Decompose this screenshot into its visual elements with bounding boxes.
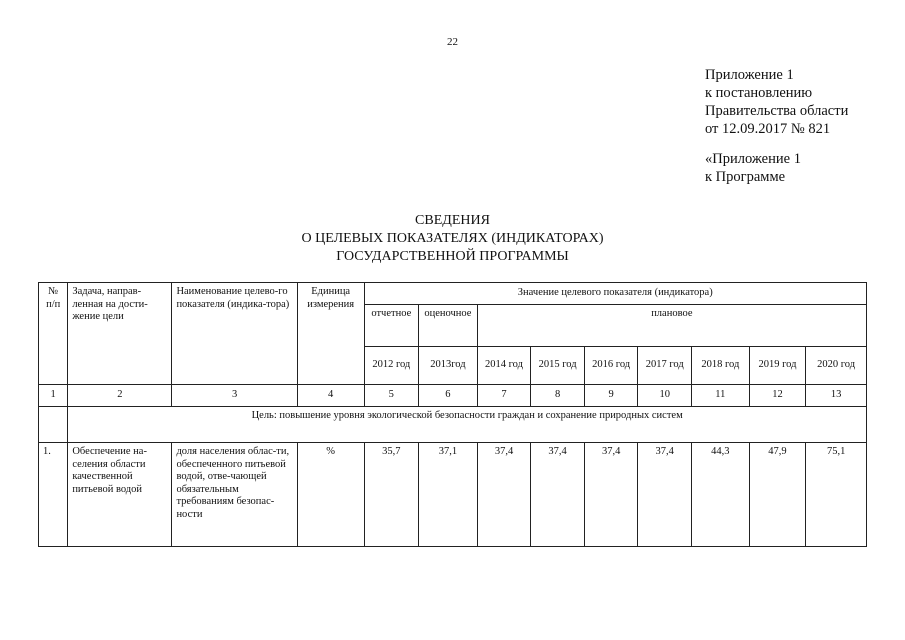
appendix-line: Приложение 1: [705, 67, 794, 83]
title-line: О ЦЕЛЕВЫХ ПОКАЗАТЕЛЯХ (ИНДИКАТОРАХ): [301, 231, 604, 246]
table-row: [39, 443, 867, 547]
column-number: 3: [172, 385, 297, 407]
row-value: 44,3: [692, 443, 750, 547]
header-estimated: оценочное: [419, 305, 478, 347]
row-value: 75,1: [806, 443, 867, 547]
indicators-table: [38, 282, 867, 547]
row-value: 35,7: [364, 443, 419, 547]
column-number: 8: [531, 385, 585, 407]
goal-spacer: [39, 407, 68, 443]
row-value: 37,1: [419, 443, 478, 547]
header-num: № п/п: [39, 283, 68, 385]
row-unit: %: [297, 443, 364, 547]
column-number: 12: [749, 385, 806, 407]
row-value: 37,4: [584, 443, 638, 547]
program-appendix-reference: [705, 150, 801, 186]
appendix-reference: [705, 66, 848, 138]
appendix-line: к постановлению: [705, 85, 813, 101]
column-number: 11: [692, 385, 750, 407]
row-task: Обеспечение на-селения области качественной питьевой водой: [68, 443, 172, 547]
program-appendix-line: к Программе: [705, 169, 786, 185]
row-num: 1.: [39, 443, 68, 547]
column-number: 13: [806, 385, 867, 407]
header-unit: Единица измерения: [297, 283, 364, 385]
appendix-line: Правительства области: [705, 103, 849, 119]
header-year: 2016 год: [584, 347, 638, 385]
header-planned: плановое: [477, 305, 866, 347]
row-value: 47,9: [749, 443, 806, 547]
header-year: 2012 год: [364, 347, 419, 385]
header-reported: отчетное: [364, 305, 419, 347]
row-value: 37,4: [477, 443, 531, 547]
goal-statement: Цель: повышение уровня экологической безопасности граждан и сохранение природных систем: [68, 407, 867, 443]
header-year: 2017 год: [638, 347, 692, 385]
page-number: 22: [447, 36, 458, 48]
appendix-line: от 12.09.2017 № 821: [705, 121, 831, 137]
column-number: 1: [39, 385, 68, 407]
column-number: 6: [419, 385, 478, 407]
row-indicator: доля населения облас-ти, обеспеченного питьевой водой, отве-чающей обязательным требованиям безопас-ности: [172, 443, 297, 547]
document-title: [0, 212, 905, 266]
column-number: 5: [364, 385, 419, 407]
column-number: 4: [297, 385, 364, 407]
column-number: 7: [477, 385, 531, 407]
header-year: 2015 год: [531, 347, 585, 385]
title-line: СВЕДЕНИЯ: [415, 213, 490, 228]
header-task: Задача, направ-ленная на дости-жение цели: [68, 283, 172, 385]
title-line: ГОСУДАРСТВЕННОЙ ПРОГРАММЫ: [336, 249, 569, 264]
header-year: 2018 год: [692, 347, 750, 385]
header-year: 2020 год: [806, 347, 867, 385]
column-number: 9: [584, 385, 638, 407]
header-value-group: Значение целевого показателя (индикатора): [364, 283, 866, 305]
header-year: 2013год: [419, 347, 478, 385]
header-indicator: Наименование целево-го показателя (индика-тора): [172, 283, 297, 385]
row-value: 37,4: [531, 443, 585, 547]
header-year: 2019 год: [749, 347, 806, 385]
column-number: 10: [638, 385, 692, 407]
program-appendix-line: «Приложение 1: [705, 151, 801, 167]
row-value: 37,4: [638, 443, 692, 547]
header-year: 2014 год: [477, 347, 531, 385]
column-number: 2: [68, 385, 172, 407]
